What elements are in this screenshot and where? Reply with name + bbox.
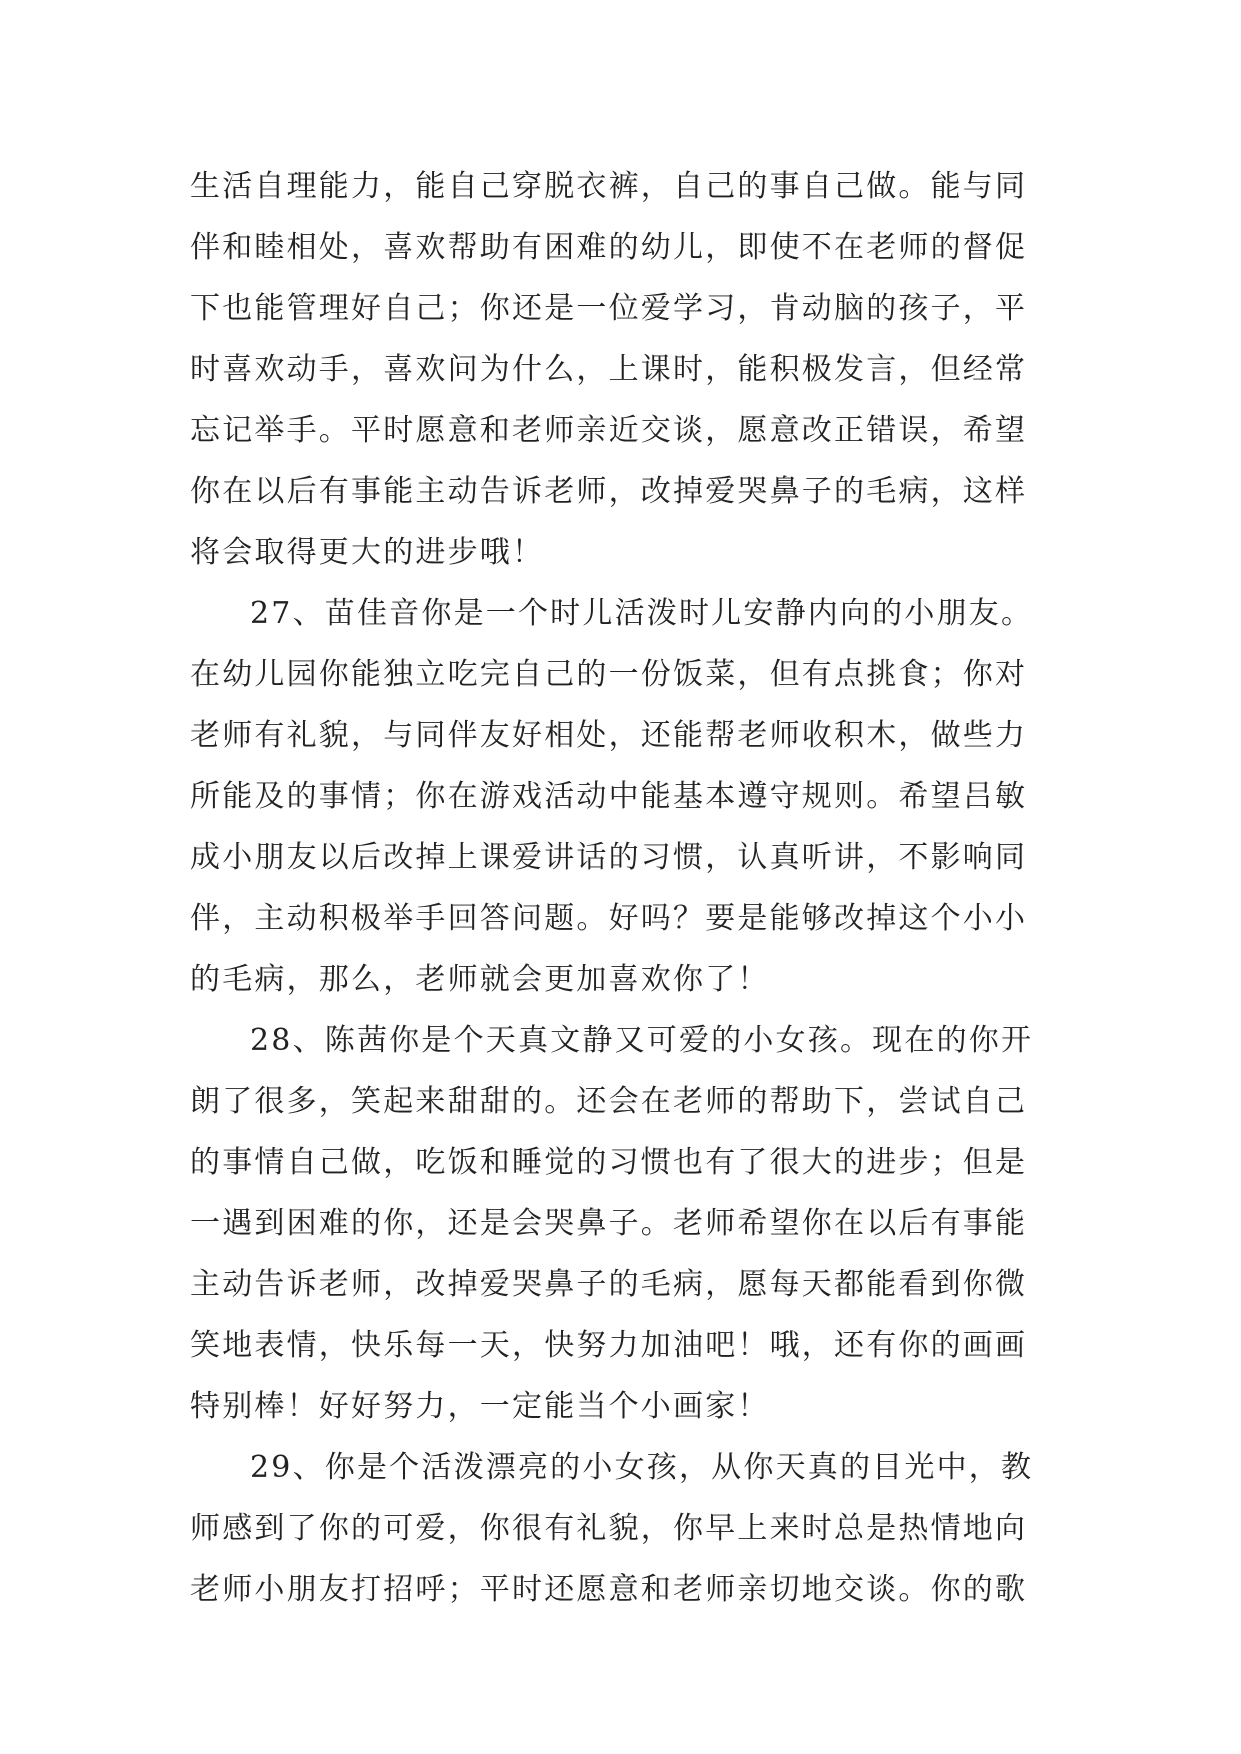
text-line: 师感到了你的可爱，你很有礼貌，你早上来时总是热情地向 <box>190 1511 1028 1546</box>
text-line: 时喜欢动手，喜欢问为什么，上课时，能积极发言，但经常 <box>190 352 1028 387</box>
text-line: 主动告诉老师，改掉爱哭鼻子的毛病，愿每天都能看到你微 <box>190 1267 1028 1302</box>
text-line: 老师有礼貌，与同伴友好相处，还能帮老师收积木，做些力 <box>190 718 1028 753</box>
text-line: 的毛病，那么，老师就会更加喜欢你了！ <box>190 962 770 997</box>
text-line: 将会取得更大的进步哦！ <box>190 535 545 570</box>
text-line: 伴，主动积极举手回答问题。好吗？要是能够改掉这个小小 <box>190 901 1028 936</box>
text-line: 特别棒！好好努力，一定能当个小画家！ <box>190 1389 770 1424</box>
text-line: 成小朋友以后改掉上课爱讲话的习惯，认真听讲，不影响同 <box>190 840 1028 875</box>
text-line: 朗了很多，笑起来甜甜的。还会在老师的帮助下，尝试自己 <box>190 1084 1028 1119</box>
paragraph-first-line: 27、苗佳音你是一个时儿活泼时儿安静内向的小朋友。 <box>250 596 1034 631</box>
document-body <box>190 156 1050 1620</box>
text-line: 所能及的事情；你在游戏活动中能基本遵守规则。希望吕敏 <box>190 779 1028 814</box>
text-line: 伴和睦相处，喜欢帮助有困难的幼儿，即使不在老师的督促 <box>190 230 1028 265</box>
text-line: 的事情自己做，吃饭和睡觉的习惯也有了很大的进步；但是 <box>190 1145 1028 1180</box>
text-line: 你在以后有事能主动告诉老师，改掉爱哭鼻子的毛病，这样 <box>190 474 1028 509</box>
text-line: 老师小朋友打招呼；平时还愿意和老师亲切地交谈。你的歌 <box>190 1572 1028 1607</box>
text-line: 一遇到困难的你，还是会哭鼻子。老师希望你在以后有事能 <box>190 1206 1028 1241</box>
text-line: 下也能管理好自己；你还是一位爱学习，肯动脑的孩子，平 <box>190 291 1028 326</box>
text-line: 在幼儿园你能独立吃完自己的一份饭菜，但有点挑食；你对 <box>190 657 1028 692</box>
paragraph-first-line: 28、陈茜你是个天真文静又可爱的小女孩。现在的你开 <box>250 1023 1034 1058</box>
paragraph-first-line: 29、你是个活泼漂亮的小女孩，从你天真的目光中，教 <box>250 1450 1034 1485</box>
text-line: 笑地表情，快乐每一天，快努力加油吧！哦，还有你的画画 <box>190 1328 1028 1363</box>
text-line: 忘记举手。平时愿意和老师亲近交谈，愿意改正错误，希望 <box>190 413 1028 448</box>
text-line: 生活自理能力，能自己穿脱衣裤，自己的事自己做。能与同 <box>190 169 1028 204</box>
